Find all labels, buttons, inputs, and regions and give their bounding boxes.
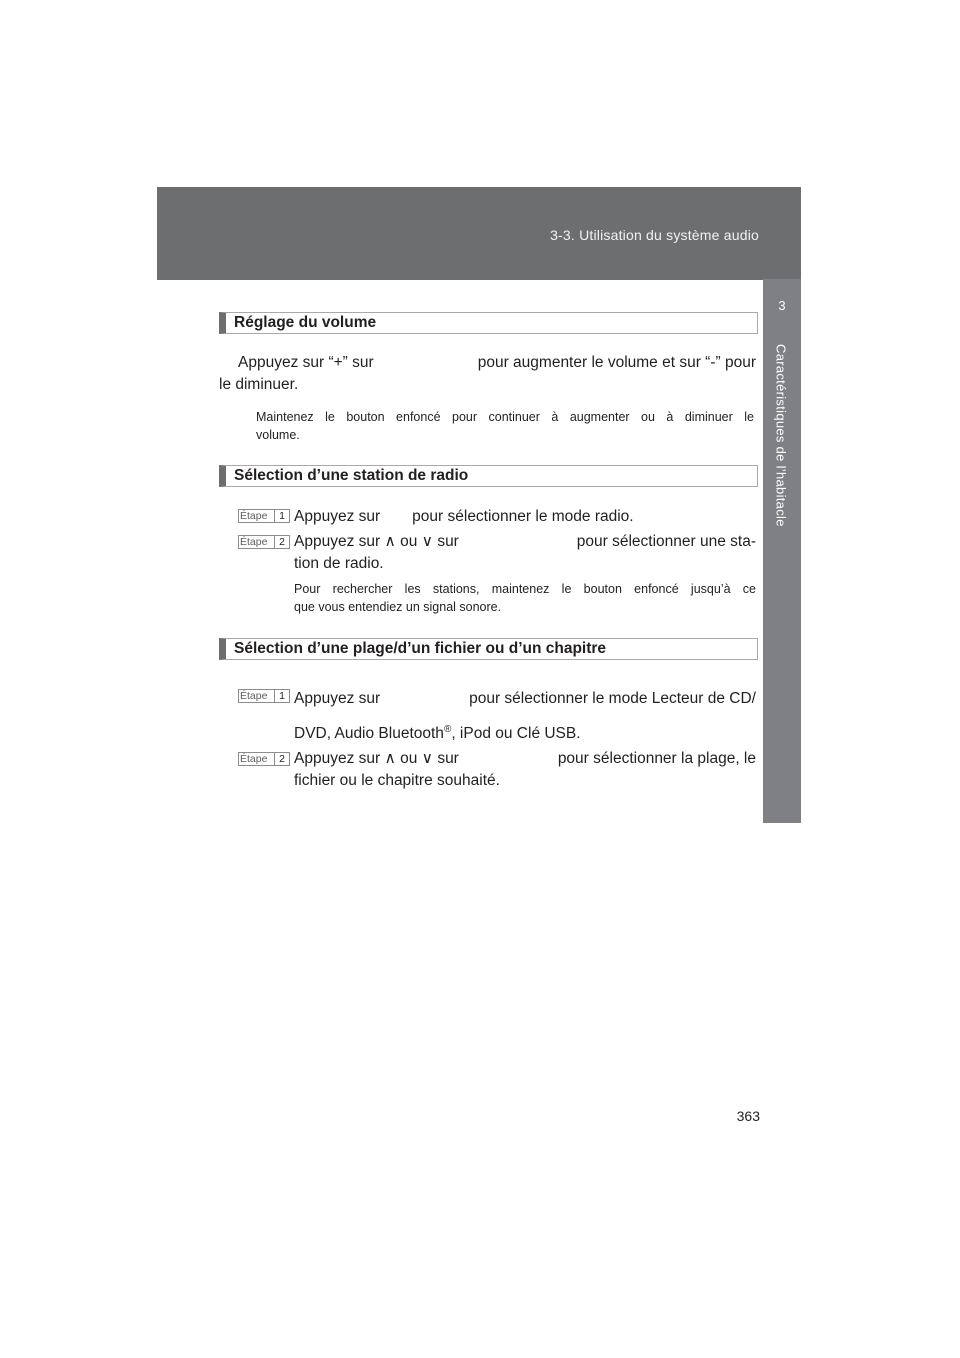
radio-step1-text bbox=[294, 506, 756, 528]
track-step1-text bbox=[294, 685, 756, 748]
volume-note-line1: Maintenez le bouton enfoncé pour continuer à augmenter ou à diminuer le bbox=[256, 410, 754, 424]
volume-text-part1: Appuyez sur “+” sur bbox=[238, 354, 374, 371]
volume-note-line2: volume. bbox=[256, 428, 300, 442]
track-step1-line2-b: , iPod ou Clé USB. bbox=[451, 725, 581, 743]
radio-step2-line2: tion de radio. bbox=[294, 555, 384, 572]
step-badge-radio-2 bbox=[238, 535, 290, 549]
section-heading-track bbox=[219, 638, 758, 660]
chapter-title: Caractéristiques de l’habitacle bbox=[773, 344, 789, 527]
section-heading-text: Réglage du volume bbox=[234, 314, 377, 331]
step-badge-number: 2 bbox=[274, 536, 289, 548]
step-badge-label: Étape bbox=[240, 536, 268, 548]
chapter-title-vertical bbox=[769, 344, 793, 824]
track-step1-line2 bbox=[294, 716, 756, 748]
step-badge-label: Étape bbox=[240, 510, 268, 522]
step-badge-track-2 bbox=[238, 752, 290, 766]
track-step1-part1: Appuyez sur bbox=[294, 690, 381, 707]
radio-step1-part1: Appuyez sur bbox=[294, 508, 381, 525]
volume-paragraph bbox=[238, 352, 756, 374]
section-heading-text: Sélection d’une plage/d’un fichier ou d’un chapitre bbox=[234, 640, 607, 657]
track-step1-line2-a: DVD, Audio Bluetooth bbox=[294, 725, 444, 743]
track-step2-part1: Appuyez sur ∧ ou ∨ sur bbox=[294, 750, 459, 767]
radio-step2-text bbox=[294, 531, 756, 575]
step-badge-number: 2 bbox=[274, 753, 289, 765]
track-step2-text bbox=[294, 748, 756, 792]
step-badge-number: 1 bbox=[274, 690, 289, 702]
step-badge-radio-1 bbox=[238, 509, 290, 523]
step-badge-number: 1 bbox=[274, 510, 289, 522]
section-heading-volume bbox=[219, 312, 758, 334]
track-step2-part2: pour sélectionner la plage, le bbox=[557, 750, 756, 767]
section-heading-radio bbox=[219, 465, 758, 487]
track-step1-part2: pour sélectionner le mode Lecteur de CD/ bbox=[469, 690, 756, 707]
step-badge-label: Étape bbox=[240, 753, 268, 765]
page-number: 363 bbox=[736, 1108, 760, 1124]
radio-note-line1: Pour rechercher les stations, maintenez le bouton enfoncé jusqu’à ce bbox=[294, 582, 756, 596]
radio-note-line2: que vous entendiez un signal sonore. bbox=[294, 600, 502, 614]
volume-text-line2: le diminuer. bbox=[219, 376, 299, 393]
radio-step2-part2: pour sélectionner une sta- bbox=[576, 533, 756, 550]
chapter-number: 3 bbox=[778, 298, 786, 313]
radio-step2-part1: Appuyez sur ∧ ou ∨ sur bbox=[294, 533, 459, 550]
section-heading-text: Sélection d’une station de radio bbox=[234, 467, 469, 484]
step-badge-track-1 bbox=[238, 689, 290, 703]
header-band bbox=[157, 187, 801, 280]
volume-note bbox=[256, 408, 754, 444]
radio-step1-part2: pour sélectionner le mode radio. bbox=[412, 508, 634, 525]
running-header: 3-3. Utilisation du système audio bbox=[550, 227, 759, 243]
radio-note bbox=[294, 580, 756, 616]
track-step2-line2: fichier ou le chapitre souhaité. bbox=[294, 772, 500, 789]
volume-text-part2: pour augmenter le volume et sur “-” pour bbox=[477, 354, 756, 371]
step-badge-label: Étape bbox=[240, 690, 268, 702]
registered-mark: ® bbox=[443, 724, 452, 735]
